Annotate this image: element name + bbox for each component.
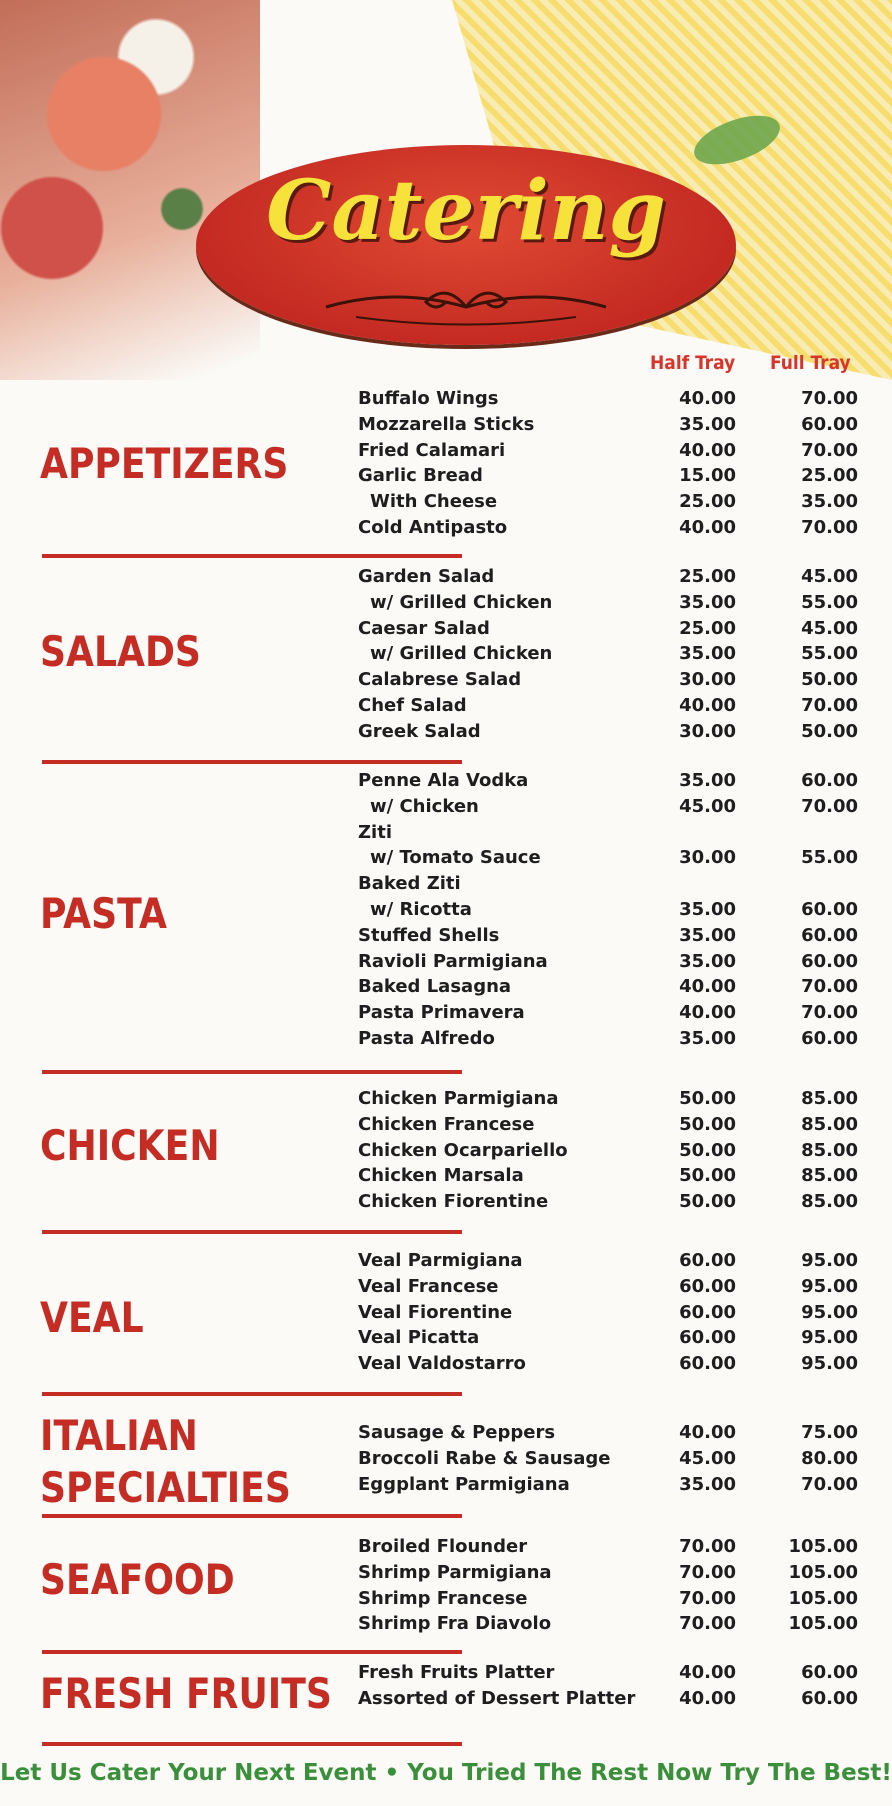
- full-tray-price: 75.00: [801, 1422, 858, 1443]
- full-tray-price: 85.00: [801, 1191, 858, 1213]
- catering-logo: [196, 145, 736, 345]
- half-tray-price: 70.00: [679, 1536, 736, 1557]
- item-name: Sausage & Peppers: [358, 1422, 556, 1443]
- item-name: Ziti: [358, 821, 392, 843]
- half-tray-price: 70.00: [679, 1613, 736, 1635]
- category-seafood: SEAFOOD: [40, 1555, 235, 1604]
- full-tray-price: 85.00: [801, 1088, 858, 1109]
- item-name: Veal Parmigiana: [358, 1250, 523, 1271]
- full-tray-price: 60.00: [801, 413, 858, 435]
- half-tray-price: 40.00: [679, 516, 736, 538]
- half-tray-price: 50.00: [679, 1165, 736, 1187]
- half-tray-price: 30.00: [679, 720, 736, 742]
- item-name: Cold Antipasto: [358, 516, 508, 538]
- half-tray-price: 25.00: [679, 566, 736, 587]
- half-tray-price: 50.00: [679, 1139, 736, 1161]
- full-tray-price: 95.00: [801, 1327, 858, 1349]
- category-fresh-fruits: FRESH FRUITS: [40, 1669, 332, 1718]
- full-tray-price: 85.00: [801, 1139, 858, 1161]
- full-tray-price: 60.00: [801, 924, 858, 946]
- category-veal: VEAL: [40, 1293, 144, 1342]
- column-header-half-tray: Half Tray: [650, 352, 736, 374]
- half-tray-price: 15.00: [679, 465, 736, 487]
- full-tray-price: 60.00: [801, 1662, 858, 1683]
- full-tray-price: 70.00: [801, 795, 858, 817]
- section-divider: [42, 1392, 462, 1396]
- section-divider: [42, 554, 462, 558]
- full-tray-price: 35.00: [801, 491, 858, 513]
- half-tray-price: 45.00: [679, 795, 736, 817]
- half-tray-price: 40.00: [679, 976, 736, 998]
- item-name: Fresh Fruits Platter: [358, 1662, 555, 1683]
- item-name: Shrimp Parmigiana: [358, 1561, 552, 1583]
- item-name: Caesar Salad: [358, 617, 490, 639]
- full-tray-price: 95.00: [801, 1250, 858, 1271]
- half-tray-price: 40.00: [679, 1687, 736, 1709]
- item-name: w/ Ricotta: [370, 898, 472, 920]
- item-name: w/ Chicken: [370, 795, 479, 817]
- full-tray-price: 85.00: [801, 1113, 858, 1135]
- item-name: Calabrese Salad: [358, 669, 522, 691]
- item-name: Broccoli Rabe & Sausage: [358, 1447, 611, 1469]
- half-tray-price: 60.00: [679, 1250, 736, 1271]
- half-tray-price: 30.00: [679, 847, 736, 869]
- item-name: Penne Ala Vodka: [358, 770, 529, 791]
- full-tray-price: 55.00: [801, 847, 858, 869]
- half-tray-price: 35.00: [679, 770, 736, 791]
- category-pasta: PASTA: [40, 889, 167, 938]
- full-tray-price: 50.00: [801, 669, 858, 691]
- item-name: Fried Calamari: [358, 439, 506, 461]
- half-tray-price: 35.00: [679, 924, 736, 946]
- item-name: Chef Salad: [358, 694, 467, 716]
- half-tray-price: 35.00: [679, 898, 736, 920]
- item-name: Chicken Marsala: [358, 1165, 524, 1187]
- half-tray-price: 40.00: [679, 1002, 736, 1024]
- half-tray-price: 25.00: [679, 617, 736, 639]
- page-title: Catering: [266, 163, 666, 259]
- item-name: Mozzarella Sticks: [358, 413, 535, 435]
- full-tray-price: 55.00: [801, 591, 858, 613]
- item-name: Garlic Bread: [358, 465, 483, 487]
- full-tray-price: 105.00: [788, 1536, 858, 1557]
- full-tray-price: 85.00: [801, 1165, 858, 1187]
- half-tray-price: 60.00: [679, 1353, 736, 1375]
- category-italian-specialties: ITALIAN SPECIALTIES: [40, 1411, 291, 1512]
- full-tray-price: 70.00: [801, 976, 858, 998]
- half-tray-price: 25.00: [679, 491, 736, 513]
- half-tray-price: 35.00: [679, 413, 736, 435]
- full-tray-price: 70.00: [801, 439, 858, 461]
- half-tray-price: 70.00: [679, 1587, 736, 1609]
- full-tray-price: 60.00: [801, 1027, 858, 1049]
- item-name: Chicken Francese: [358, 1113, 535, 1135]
- full-tray-price: 45.00: [801, 617, 858, 639]
- item-name: Eggplant Parmigiana: [358, 1473, 570, 1495]
- full-tray-price: 25.00: [801, 465, 858, 487]
- item-name: Assorted of Dessert Platter: [358, 1687, 636, 1709]
- section-divider: [42, 760, 462, 764]
- full-tray-price: 70.00: [801, 694, 858, 716]
- full-tray-price: 55.00: [801, 643, 858, 665]
- full-tray-price: 70.00: [801, 516, 858, 538]
- half-tray-price: 40.00: [679, 388, 736, 409]
- item-name: Baked Ziti: [358, 873, 461, 895]
- item-name: w/ Tomato Sauce: [370, 847, 541, 869]
- item-name: Veal Fiorentine: [358, 1301, 513, 1323]
- full-tray-price: 60.00: [801, 1687, 858, 1709]
- section-divider: [42, 1070, 462, 1074]
- header-image: [0, 0, 892, 400]
- half-tray-price: 60.00: [679, 1275, 736, 1297]
- item-name: Chicken Ocarpariello: [358, 1139, 568, 1161]
- item-name: Pasta Primavera: [358, 1002, 525, 1024]
- full-tray-price: 70.00: [801, 1473, 858, 1495]
- item-name: Ravioli Parmigiana: [358, 950, 548, 972]
- half-tray-price: 40.00: [679, 694, 736, 716]
- section-divider: [42, 1742, 462, 1746]
- item-name: Chicken Fiorentine: [358, 1191, 549, 1213]
- full-tray-price: 80.00: [801, 1447, 858, 1469]
- half-tray-price: 40.00: [679, 1422, 736, 1443]
- half-tray-price: 35.00: [679, 1027, 736, 1049]
- item-name: w/ Grilled Chicken: [370, 643, 553, 665]
- item-name: Veal Valdostarro: [358, 1353, 526, 1375]
- item-name: Veal Picatta: [358, 1327, 480, 1349]
- half-tray-price: 60.00: [679, 1301, 736, 1323]
- full-tray-price: 60.00: [801, 950, 858, 972]
- half-tray-price: 35.00: [679, 591, 736, 613]
- item-name: Garden Salad: [358, 566, 495, 587]
- full-tray-price: 95.00: [801, 1353, 858, 1375]
- full-tray-price: 105.00: [788, 1587, 858, 1609]
- item-name: Broiled Flounder: [358, 1536, 528, 1557]
- item-name: Stuffed Shells: [358, 924, 500, 946]
- item-name: w/ Grilled Chicken: [370, 591, 553, 613]
- category-chicken: CHICKEN: [40, 1121, 220, 1170]
- category-salads: SALADS: [40, 627, 201, 676]
- full-tray-price: 70.00: [801, 1002, 858, 1024]
- half-tray-price: 40.00: [679, 439, 736, 461]
- full-tray-price: 60.00: [801, 770, 858, 791]
- item-name: Shrimp Francese: [358, 1587, 528, 1609]
- half-tray-price: 50.00: [679, 1191, 736, 1213]
- column-header-full-tray: Full Tray: [770, 352, 851, 374]
- half-tray-price: 35.00: [679, 1473, 736, 1495]
- flourish-ornament: [316, 277, 616, 327]
- footer-slogan: Let Us Cater Your Next Event • You Tried The Rest Now Try The Best!: [0, 1760, 892, 1786]
- half-tray-price: 35.00: [679, 950, 736, 972]
- item-name: Baked Lasagna: [358, 976, 512, 998]
- full-tray-price: 105.00: [788, 1613, 858, 1635]
- half-tray-price: 50.00: [679, 1088, 736, 1109]
- section-divider: [42, 1650, 462, 1654]
- half-tray-price: 50.00: [679, 1113, 736, 1135]
- full-tray-price: 105.00: [788, 1561, 858, 1583]
- half-tray-price: 40.00: [679, 1662, 736, 1683]
- item-name: Shrimp Fra Diavolo: [358, 1613, 552, 1635]
- half-tray-price: 60.00: [679, 1327, 736, 1349]
- item-name: Pasta Alfredo: [358, 1027, 495, 1049]
- half-tray-price: 45.00: [679, 1447, 736, 1469]
- full-tray-price: 95.00: [801, 1301, 858, 1323]
- category-appetizers: APPETIZERS: [40, 439, 289, 488]
- item-name: Veal Francese: [358, 1275, 499, 1297]
- item-name: Greek Salad: [358, 720, 481, 742]
- item-name: Buffalo Wings: [358, 388, 499, 409]
- full-tray-price: 45.00: [801, 566, 858, 587]
- half-tray-price: 70.00: [679, 1561, 736, 1583]
- item-name: Chicken Parmigiana: [358, 1088, 559, 1109]
- half-tray-price: 30.00: [679, 669, 736, 691]
- full-tray-price: 70.00: [801, 388, 858, 409]
- section-divider: [42, 1514, 462, 1518]
- half-tray-price: 35.00: [679, 643, 736, 665]
- section-divider: [42, 1230, 462, 1234]
- full-tray-price: 95.00: [801, 1275, 858, 1297]
- full-tray-price: 60.00: [801, 898, 858, 920]
- item-name: With Cheese: [370, 491, 498, 513]
- full-tray-price: 50.00: [801, 720, 858, 742]
